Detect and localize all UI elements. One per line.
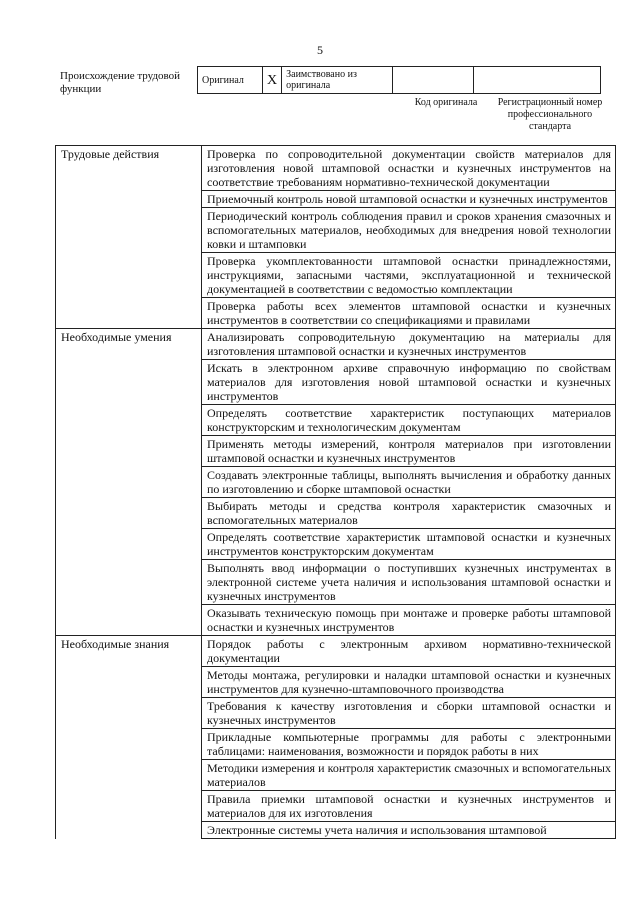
table-cell-item: Применять методы измерений, контроля материалов при изготовлении штамповой оснастки и кузнечных инструментов	[202, 436, 616, 467]
origin-label: Происхождение трудовой функции	[60, 70, 181, 95]
section-title: Необходимые умения	[56, 329, 202, 360]
section-title-cell	[56, 467, 202, 498]
table-row	[56, 729, 616, 760]
table-cell-item: Электронные системы учета наличия и использования штамповой	[202, 822, 616, 839]
code-cell	[393, 67, 474, 94]
table-cell-item: Оказывать техническую помощь при монтаже и проверке работы штамповой оснастки и кузнечных инструментов	[202, 605, 616, 636]
table-row	[56, 146, 616, 191]
table-cell-item: Проверка укомплектованности штамповой оснастки принадлежностями, инструкциями, запасными частями, эксплуатационной и технической документацией в соответствии с ведомостью комплектации	[202, 253, 616, 298]
table-row	[56, 329, 616, 360]
section-title-cell	[56, 667, 202, 698]
table-cell-item: Проверка по сопроводительной документации свойств материалов для изготовления новой штамповой оснастки и кузнечных инструментов на соответствие требованиям нормативно-технической документации	[202, 146, 616, 191]
table-row	[56, 529, 616, 560]
section-title-cell	[56, 191, 202, 208]
section-title-cell	[56, 760, 202, 791]
code-caption: Код оригинала	[414, 97, 478, 108]
table-row	[56, 191, 616, 208]
table-row	[56, 560, 616, 605]
table-row	[56, 760, 616, 791]
table-row	[56, 791, 616, 822]
section-title-cell	[56, 360, 202, 405]
table-row	[56, 405, 616, 436]
table-row	[56, 253, 616, 298]
table-cell-item: Правила приемки штамповой оснастки и кузнечных инструментов и материалов для их изготовления	[202, 791, 616, 822]
table-cell-item: Приемочный контроль новой штамповой оснастки и кузнечных инструментов	[202, 191, 616, 208]
table-row	[56, 698, 616, 729]
reg-number-cell	[474, 67, 601, 94]
table-row	[56, 298, 616, 329]
table-row	[56, 467, 616, 498]
section-title-cell	[56, 791, 202, 822]
table-row	[56, 822, 616, 839]
table-cell-item: Анализировать сопроводительную документацию на материалы для изготовления штамповой оснастки и кузнечных инструментов	[202, 329, 616, 360]
table-cell-item: Выполнять ввод информации о поступивших кузнечных инструментах в электронной системе учета наличия и использования штамповой оснастки и кузнечных инструментов	[202, 560, 616, 605]
table-cell-item: Определять соответствие характеристик поступающих материалов конструкторским и технологическим документам	[202, 405, 616, 436]
table-cell-item: Определять соответствие характеристик штамповой оснастки и кузнечных инструментов конструкторским документам	[202, 529, 616, 560]
function-table	[55, 145, 616, 839]
table-row	[56, 360, 616, 405]
page-number: 5	[317, 43, 323, 57]
section-title-cell	[56, 698, 202, 729]
section-title: Необходимые знания	[56, 636, 202, 667]
section-title-cell	[56, 253, 202, 298]
table-cell-item: Прикладные компьютерные программы для работы с электронными таблицами: наименования, возможности и порядок работы в них	[202, 729, 616, 760]
table-cell-item: Проверка работы всех элементов штамповой оснастки и кузнечных инструментов в соответствии со спецификациями и правилами	[202, 298, 616, 329]
section-title-cell	[56, 298, 202, 329]
original-mark: X	[263, 67, 282, 94]
table-cell-item: Порядок работы с электронным архивом нормативно-технической документации	[202, 636, 616, 667]
section-title: Трудовые действия	[56, 146, 202, 191]
section-title-cell	[56, 436, 202, 467]
table-row	[56, 636, 616, 667]
table-row	[56, 208, 616, 253]
section-title-cell	[56, 405, 202, 436]
section-title-cell	[56, 729, 202, 760]
section-title-cell	[56, 560, 202, 605]
table-cell-item: Выбирать методы и средства контроля характеристик смазочных и вспомогательных материалов	[202, 498, 616, 529]
reg-number-caption: Регистрационный номер профессионального стандарта	[497, 97, 603, 132]
table-cell-item: Требования к качеству изготовления и сборки штамповой оснастки и кузнечных инструментов	[202, 698, 616, 729]
table-row	[56, 605, 616, 636]
section-title-cell	[56, 605, 202, 636]
table-cell-item: Создавать электронные таблицы, выполнять вычисления и обработку данных по изготовлению и сборке штамповой оснастки	[202, 467, 616, 498]
origin-table	[197, 66, 601, 94]
borrowed-cell: Заимствовано из оригинала	[282, 67, 393, 94]
table-row	[56, 667, 616, 698]
section-title-cell	[56, 822, 202, 839]
section-title-cell	[56, 529, 202, 560]
table-cell-item: Периодический контроль соблюдения правил и сроков хранения смазочных и вспомогательных материалов, необходимых для внедрения новой технологии ковки и штамповки	[202, 208, 616, 253]
table-cell-item: Методы монтажа, регулировки и наладки штамповой оснастки и кузнечных инструментов для кузнечно-штамповочного производства	[202, 667, 616, 698]
section-title-cell	[56, 208, 202, 253]
original-cell: Оригинал	[198, 67, 263, 94]
table-row	[56, 436, 616, 467]
section-title-cell	[56, 498, 202, 529]
table-row	[56, 498, 616, 529]
table-cell-item: Искать в электронном архиве справочную информацию по свойствам материалов для изготовления новой штамповой оснастки и кузнечных инструментов	[202, 360, 616, 405]
table-cell-item: Методики измерения и контроля характеристик смазочных и вспомогательных материалов	[202, 760, 616, 791]
